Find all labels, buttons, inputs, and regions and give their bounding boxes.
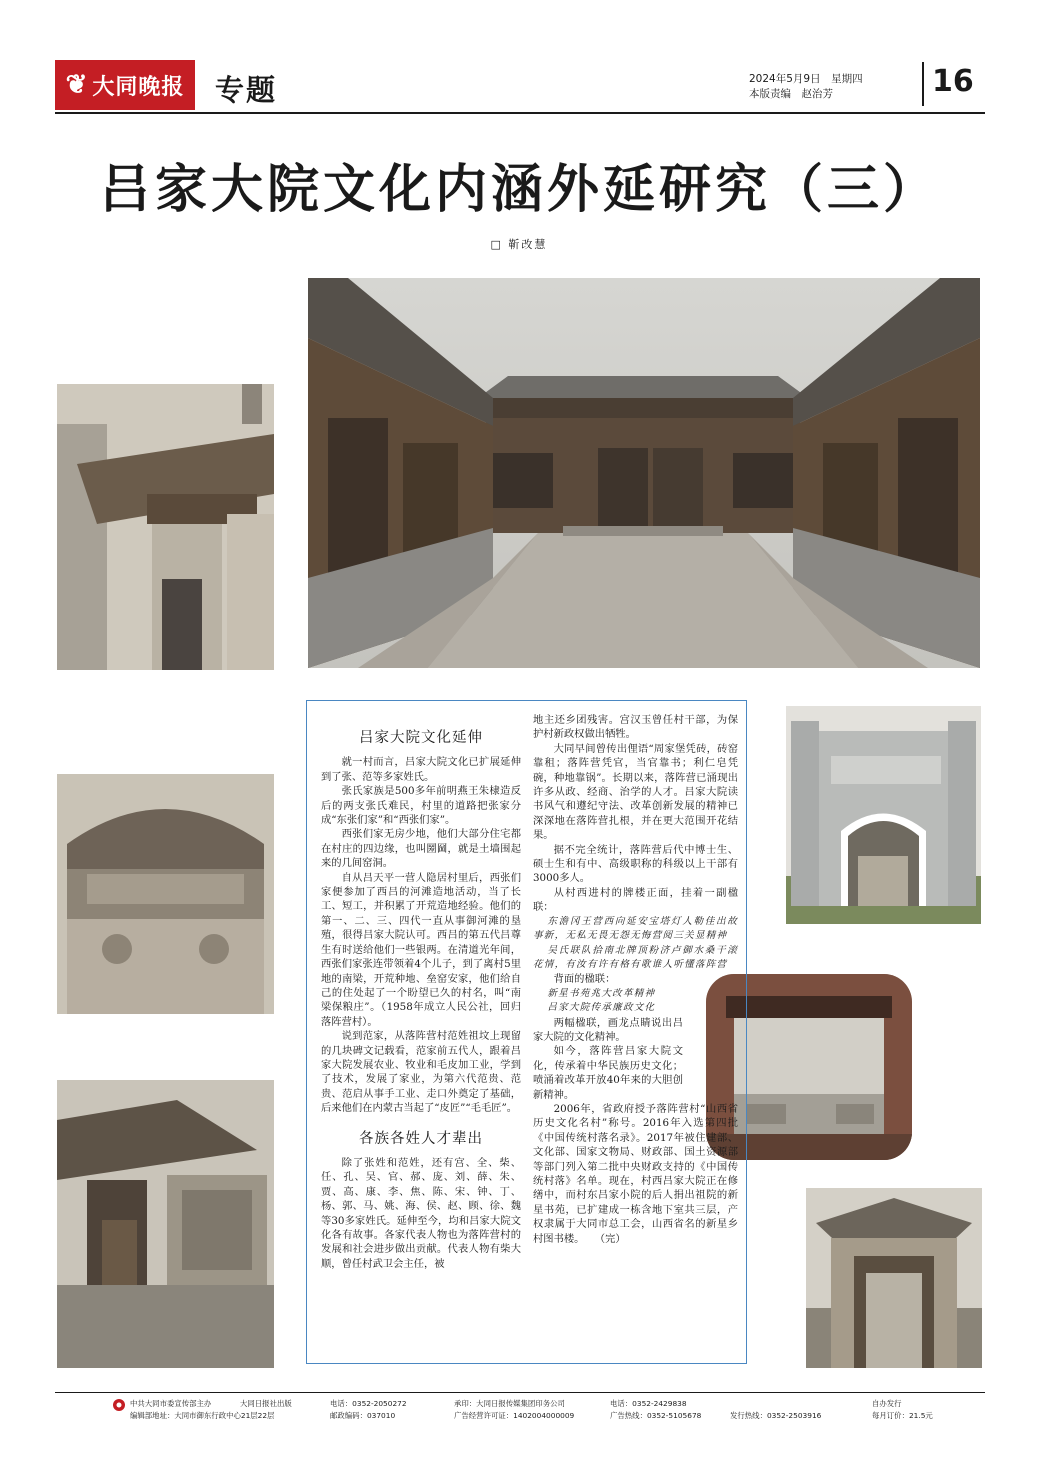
author-byline: □ 靳改慧 <box>490 238 548 251</box>
article-paragraph: 张氏家族是500多年前明燕王朱棣造反后的两支张氏难民，村里的道路把张家分成“东张们家”和“西张们家”。 <box>321 785 521 827</box>
couplet-line: 新星书苑兆大改革精神 <box>547 987 656 999</box>
header-info <box>749 72 863 102</box>
header-divider <box>922 62 924 106</box>
article-paragraph: 自从吕天平一营人隐居村里后，西张们家便参加了西吕的河滩造地活动，当了长工、短工，并积累了开荒造地经验。他们的第一、二、三、四代一直从事御河滩的垦殖，很得吕家大院认可。西吕的第五代吕尊生有时送给他们一些银两。在清道光年间，西张们家张连带领着4个儿子，到了离村5里地的南梁，开荒种地、垒窑安家，他们给自己的住处起了一个盼望已久的村名，叫“南梁保粮庄”。（1958年成立人民公社，回归落阵营村）。 <box>321 871 521 1028</box>
footer-col-phone <box>330 1398 407 1422</box>
footer-col-printer-phone <box>610 1398 701 1422</box>
footer-printer-phone: 电话：0352-2429838 <box>610 1399 687 1408</box>
article-subheading: 吕家大院文化延伸 <box>359 730 483 746</box>
footer-publisher: 中共大同市委宣传部主办 <box>130 1399 212 1408</box>
article-column-1 <box>321 713 521 1271</box>
courtyard-photo <box>308 278 980 668</box>
footer-producer: 大同日报社出版 <box>240 1399 292 1408</box>
footer-ad-phone: 广告热线：0352-5105678 <box>610 1411 702 1420</box>
gate-tower-photo <box>57 384 274 670</box>
section-name: 专题 <box>215 73 278 107</box>
footer-self-dist: 自办发行 <box>872 1399 902 1408</box>
article-paragraph: 据不完全统计，落阵营后代中博士生、硕士生和有中、高级职称的科级以上干部有3000多人。 <box>533 843 738 885</box>
article-column-2 <box>533 713 738 1246</box>
party-emblem-icon <box>112 1398 126 1412</box>
page-number: 16 <box>932 64 974 99</box>
article-body <box>306 700 747 1364</box>
article-paragraph: 地主还乡团残害。宫汉玉曾任村干部，为保护村新政权做出牺牲。 <box>533 714 738 741</box>
stone-archway-photo <box>786 706 981 924</box>
footer-postcode: 邮政编码：037010 <box>330 1411 396 1420</box>
footer-price: 每月订价：21.5元 <box>872 1411 933 1420</box>
article-paragraph: 如今，落阵营吕家大院文化，传承着中华民族历史文化；喷涌着改革开放40年来的大胆创新精神。 <box>533 1045 683 1101</box>
article-headline: 吕家大院文化内涵外延研究（三） <box>98 160 939 220</box>
issue-date: 2024年5月9日 星期四 <box>749 73 863 85</box>
article-paragraph: 说到范家，从落阵营村范姓祖坟上现留的几块碑文记载看，范家前五代人，跟着吕家大院发展农业、牧业和毛皮加工业，学到了技术，发展了家业，为第六代范贵、范贵、范启从事手工业、走口外奠定了基础，后来他们在内蒙古当起了“皮匠”“毛毛匠”。 <box>321 1030 521 1115</box>
page-editor: 本版责编 赵治芳 <box>749 88 833 100</box>
masthead <box>55 60 985 110</box>
footer-ad-license: 广告经营许可证：1402004000009 <box>454 1411 575 1420</box>
footer-col-producer <box>240 1398 292 1410</box>
logo-text: 大同晚报 <box>92 73 185 100</box>
footer-address: 编辑部地址：大同市御东行政中心21层22层 <box>130 1411 275 1420</box>
article-paragraph: 除了张姓和范姓，还有宫、全、柴、任、孔、吴、官、郝、庞、刘、薛、朱、贾、高、康、李、焦、陈、宋、钟、丁、杨、郭、马、姚、海、侯、赵、顾、徐、魏等30多家姓氏。延伸至今，均和吕家大院文化各有故事。各家代表人物也为落阵营村的发展和社会进步做出贡献。代表人物有柴大顺，曾任村武卫会主任，被 <box>321 1156 521 1270</box>
newspaper-logo-icon: ❦ <box>65 70 89 100</box>
couplet-line: 吕家大院传承廉政文化 <box>547 1002 656 1014</box>
footer-phone: 电话：0352-2050272 <box>330 1399 407 1408</box>
article-paragraph: 两幅楹联，画龙点睛说出吕家大院的文化精神。 <box>533 1016 683 1043</box>
newspaper-logo <box>55 60 195 110</box>
footer-col-dist <box>730 1398 821 1422</box>
couplet-line: 吴氏联队拾南北牌顶粉济卢御水桑干滚花情，有汝有许有格有歌谁人听懂落阵营 <box>533 944 738 970</box>
carved-screen-wall-photo <box>57 1080 274 1368</box>
footer-col-price <box>872 1398 933 1422</box>
article-paragraph: 从村西进村的牌楼正面，挂着一副楹联： <box>533 886 738 914</box>
footer-dist-phone: 发行热线：0352-2503916 <box>730 1411 822 1420</box>
article-paragraph: 2006年，省政府授予落阵营村“山西省历史文化名村”称号。2016年入选第四批《中国传统村落名录》。2017年被住建部、文化部、国家文物局、财政部、国土资源部等部门列入第二批中央财政支持的《中国传统村落》名单。现在，村西吕家大院正在修缮中，而村东吕家小院的后人捐出祖院的新星书苑，已扩建成一栋含地下室共三层，产权隶属于大同市总工会，山西省名的新星乡村图书楼。 （完） <box>533 1102 738 1245</box>
footer-rule <box>55 1392 985 1393</box>
article-paragraph: 大同早间曾传出俚语“周家堡凭砖，砖窑靠租；落阵营凭官，当官靠书；利仁皂凭碗，种地靠锅”。长期以来，落阵营已涌现出许多从政、经商、治学的人才。吕家大院读书风气和遵纪守法、改革创新发展的精神已深深地在落阵营扎根，并在更大范围开花结果。 <box>533 742 738 842</box>
article-subheading: 各族各姓人才辈出 <box>359 1130 483 1147</box>
footer-col-printer <box>454 1398 574 1422</box>
courtyard-gate-photo <box>806 1188 982 1368</box>
article-paragraph: 就一村而言，吕家大院文化已扩展延伸到了张、范等多家姓氏。 <box>321 756 521 783</box>
carved-gable-photo <box>57 774 274 1014</box>
header-rule <box>55 112 985 114</box>
couplet-line: 东澹冈王营西向延安宝塔灯人勒佳出故事新，无私无畏无怨无悔营阅三关显精神 <box>533 915 738 942</box>
footer-printer: 承印：大同日报传媒集团印务公司 <box>454 1399 565 1408</box>
article-paragraph: 西张们家无房少地，他们大部分住宅都在村庄的四边缘，也叫圐圙，就是土墙围起来的几间窑洞。 <box>321 828 521 870</box>
article-paragraph: 背面的楹联： <box>553 973 616 986</box>
